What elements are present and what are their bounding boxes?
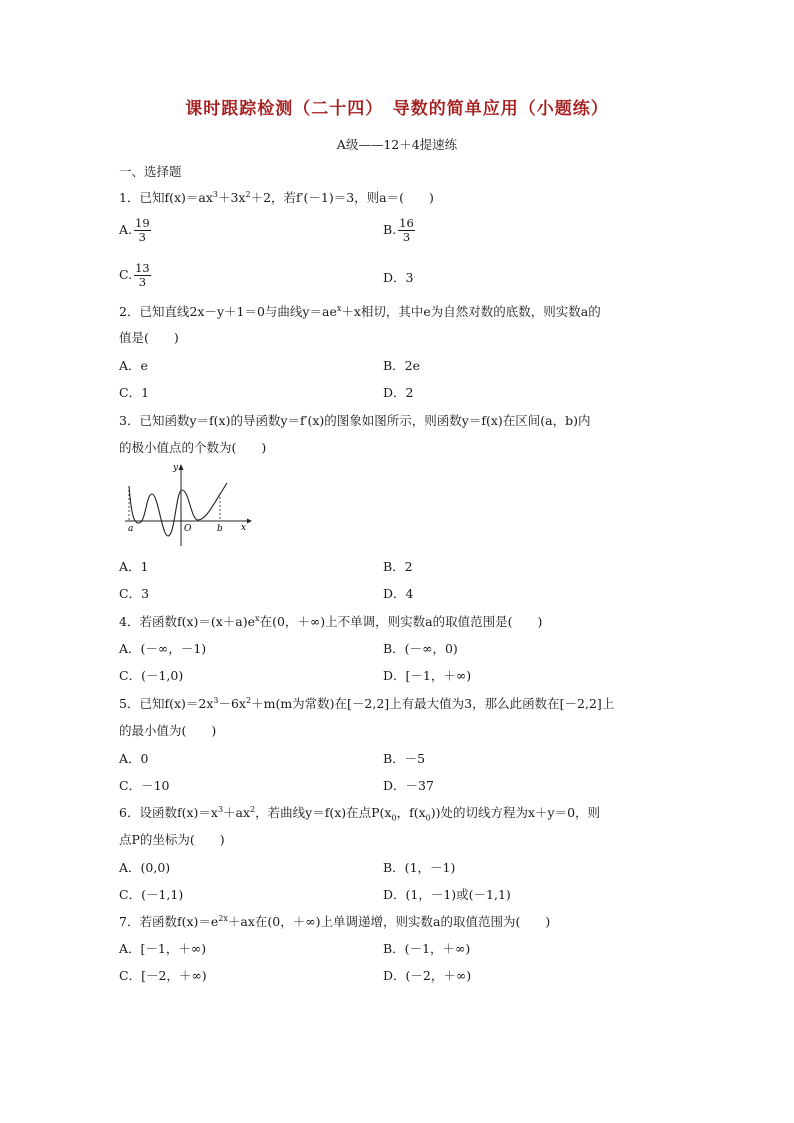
q2-option-d[interactable]: D．2: [383, 385, 414, 400]
q1-option-d[interactable]: D．3: [383, 270, 414, 285]
q1-option-a[interactable]: A. $\frac{19}{3}$: [119, 216, 150, 244]
q7-option-c[interactable]: C．[－2，＋∞): [119, 968, 207, 983]
question-5-cont: 的最小值为( ): [119, 723, 217, 738]
q2-option-a[interactable]: A．e: [119, 358, 148, 373]
question-3-cont: 的极小值点的个数为( ): [119, 440, 267, 455]
q3-option-c[interactable]: C．3: [119, 586, 150, 601]
q1-option-b[interactable]: B. $\frac{16}{3}$: [383, 216, 414, 244]
q5-option-d[interactable]: D．－37: [383, 778, 434, 793]
question-3: 3．已知函数y＝f(x)的导函数y＝f′(x)的图象如图所示，则函数y＝f(x)在区间(a，b)内: [119, 413, 591, 428]
point-b-label: b: [217, 524, 223, 534]
q5-option-c[interactable]: C．－10: [119, 778, 170, 793]
page-title: 课时跟踪检测（二十四） 导数的简单应用（小题练）: [185, 99, 609, 119]
q6-option-c[interactable]: C．(－1,1): [119, 887, 184, 902]
x-axis-label: x: [241, 523, 247, 533]
q5-option-a[interactable]: A．0: [119, 751, 149, 766]
question-6: 6．设函数$f(x)=x^3+ax^2$，若曲线y＝f(x)在点$P(x_0$，$f(x_0)$)处的切线方程为x＋y＝0，则: [119, 804, 601, 823]
question-5: 5．已知$f(x)=2x^3-6x^2+m(m$为常数)在[－2,2]上有最大值为3，那么此函数在[－2,2]上: [119, 695, 615, 711]
y-axis-label: y: [173, 463, 179, 473]
q7-option-b[interactable]: B．(－1，＋∞): [383, 941, 471, 956]
q6-option-a[interactable]: A．(0,0): [119, 860, 171, 875]
q5-option-b[interactable]: B．－5: [383, 751, 426, 766]
x-axis-arrow: [247, 519, 252, 524]
q3-option-a[interactable]: A．1: [119, 559, 149, 574]
y-axis-arrow: [179, 464, 184, 470]
question-4: 4．若函数$f(x)=(x+a)e^x$在(0，＋∞)上不单调，则实数a的取值范围是( ): [119, 613, 543, 629]
q4-option-b[interactable]: B．(－∞，0): [383, 641, 458, 656]
q6-option-d[interactable]: D．(1，－1)或(－1,1): [383, 887, 511, 902]
question-2: 2．已知直线2x－y＋1＝0与曲线$y=ae^x+x$相切，其中e为自然对数的底数，则实数a的: [119, 303, 601, 319]
q7-option-d[interactable]: D．(－2，＋∞): [383, 968, 472, 983]
derivative-graph: [119, 460, 254, 550]
q3-option-d[interactable]: D．4: [383, 586, 414, 601]
q3-option-b[interactable]: B．2: [383, 559, 413, 574]
page-subtitle: A级——12＋4提速练: [336, 137, 458, 152]
q6-option-b[interactable]: B．(1，－1): [383, 860, 456, 875]
question-6-cont: 点P的坐标为( ): [119, 832, 225, 847]
question-1: 1．已知$f(x)=ax^3+3x^2+2$，若f′(－1)＝3，则a＝( ): [119, 189, 434, 205]
q7-option-a[interactable]: A．[－1，＋∞): [119, 941, 207, 956]
origin-label: O: [184, 524, 192, 534]
q1-option-c[interactable]: C. $\frac{13}{3}$: [119, 261, 150, 289]
q4-option-c[interactable]: C．(－1,0): [119, 668, 184, 683]
question-7: 7．若函数$f(x)=e^{2x}+ax$在(0，＋∞)上单调递增，则实数a的取值范围为( ): [119, 913, 551, 929]
question-2-cont: 值是( ): [119, 330, 179, 345]
q2-option-b[interactable]: B．2e: [383, 358, 421, 373]
section-heading: 一、选择题: [119, 164, 182, 179]
q4-option-d[interactable]: D．[－1，＋∞): [383, 668, 472, 683]
point-a-label: a: [128, 524, 134, 534]
q4-option-a[interactable]: A．(－∞，－1): [119, 641, 207, 656]
q2-option-c[interactable]: C．1: [119, 385, 150, 400]
derivative-curve: [129, 483, 227, 536]
